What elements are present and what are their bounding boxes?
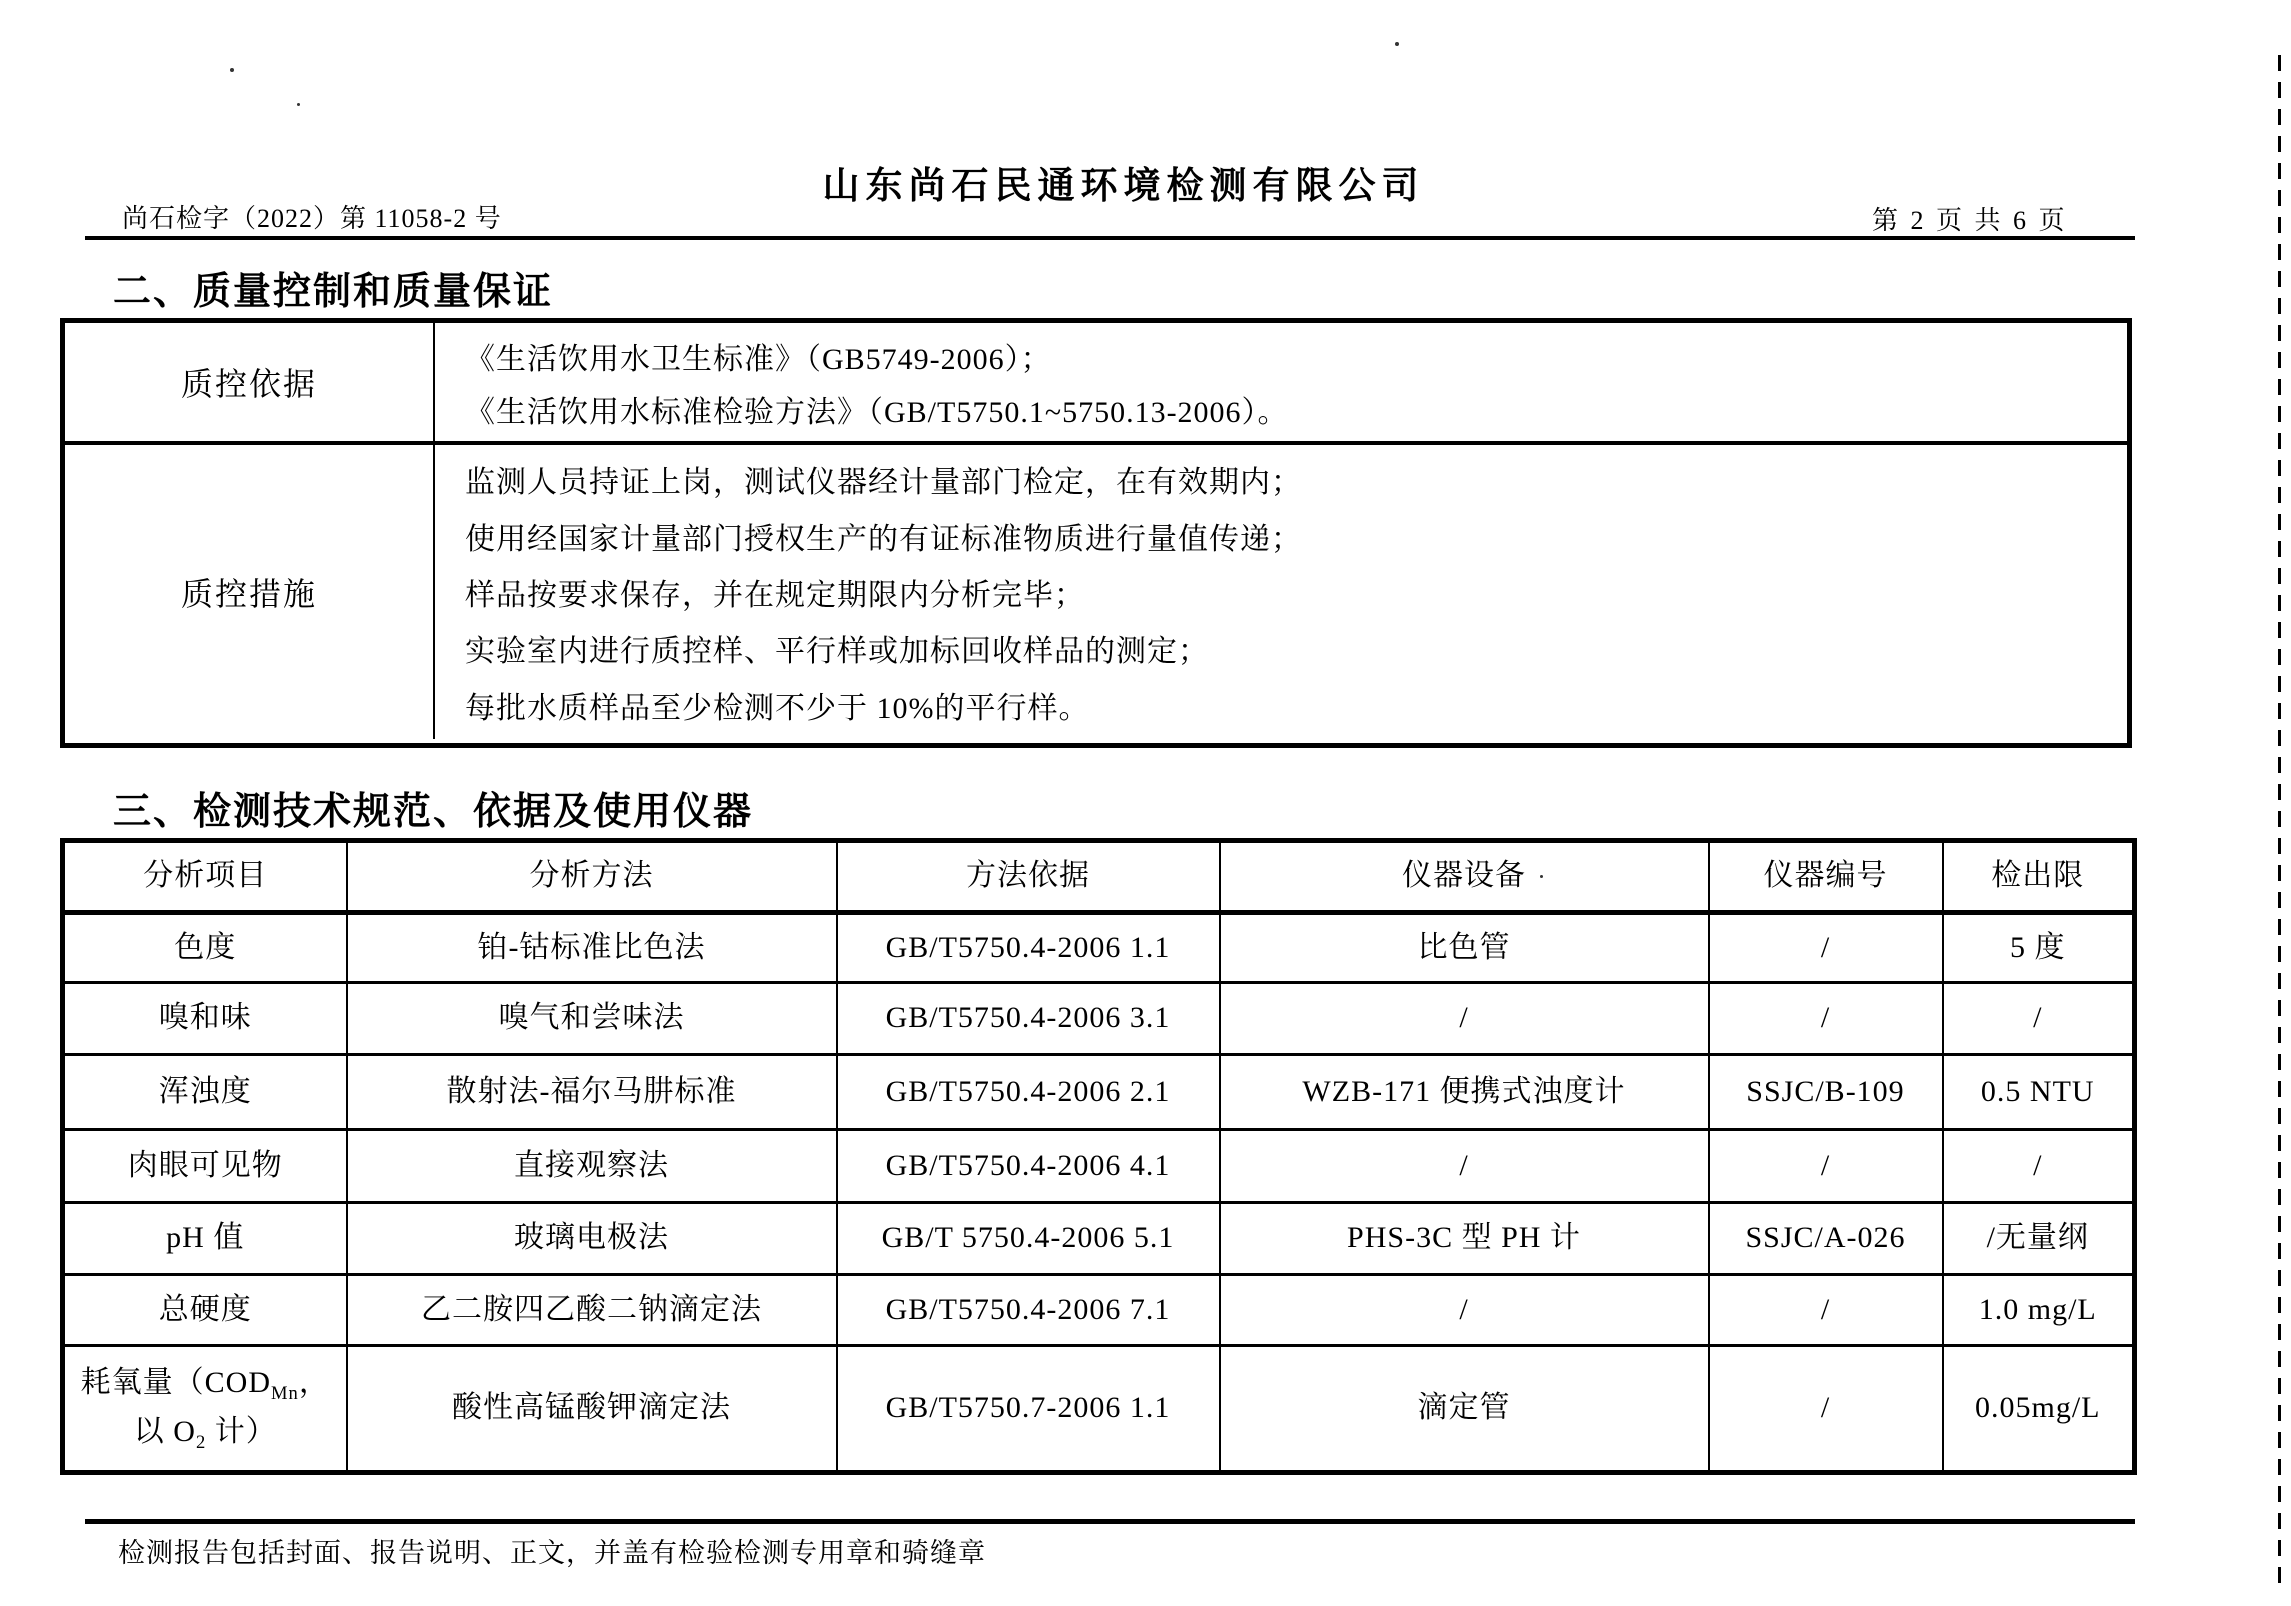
cod-label-line2-tail: 计） <box>206 1414 277 1448</box>
qc-line: 监测人员持证上岗，测试仪器经计量部门检定，在有效期内； <box>465 466 1302 500</box>
qc-row-label: 质控措施 <box>65 445 435 739</box>
methods-cell: 1.0 mg/L <box>1943 1275 2135 1346</box>
qc-row-content <box>435 445 2127 739</box>
methods-cell: SSJC/A-026 <box>1709 1203 1943 1275</box>
table-row <box>63 1130 2135 1203</box>
qc-line: 样品按要求保存，并在规定期限内分析完毕； <box>465 578 1085 612</box>
methods-cell: 玻璃电极法 <box>347 1203 837 1275</box>
qc-line: 《生活饮用水标准检验方法》（GB/T5750.1~5750.13-2006）。 <box>465 395 1289 429</box>
methods-cell: 乙二胺四乙酸二钠滴定法 <box>347 1275 837 1346</box>
methods-cell: GB/T5750.7-2006 1.1 <box>837 1346 1220 1473</box>
methods-cell: 肉眼可见物 <box>63 1130 347 1203</box>
section-3-title: 三、检测技术规范、依据及使用仪器 <box>113 791 754 833</box>
methods-header-cell: 仪器编号 <box>1709 841 1943 913</box>
methods-cell: / <box>1709 1275 1943 1346</box>
methods-cell: / <box>1943 983 2135 1055</box>
methods-cell: GB/T5750.4-2006 3.1 <box>837 983 1220 1055</box>
o2-subscript: 2 <box>195 1431 207 1453</box>
table-row <box>63 1055 2135 1130</box>
scan-speckle <box>297 103 300 106</box>
methods-cell: pH 值 <box>63 1203 347 1275</box>
methods-table <box>60 838 2137 1475</box>
methods-cell: 嗅和味 <box>63 983 347 1055</box>
methods-header-cell: 仪器设备 <box>1220 841 1709 913</box>
methods-cell: GB/T5750.4-2006 1.1 <box>837 913 1220 983</box>
qc-row-measures <box>65 445 2127 739</box>
methods-cell: 浑浊度 <box>63 1055 347 1130</box>
methods-cell: 嗅气和尝味法 <box>347 983 837 1055</box>
methods-cell: PHS-3C 型 PH 计 <box>1220 1203 1709 1275</box>
company-name: 山东尚石民通环境检测有限公司 <box>822 166 1425 207</box>
methods-header-cell: 分析项目 <box>63 841 347 913</box>
qc-table <box>60 318 2132 748</box>
methods-cell: / <box>1220 983 1709 1055</box>
methods-cell: 酸性高锰酸钾滴定法 <box>347 1346 837 1473</box>
methods-cell: / <box>1709 1346 1943 1473</box>
methods-cell: 色度 <box>63 913 347 983</box>
qc-row-basis <box>65 323 2127 445</box>
table-row <box>63 1346 2135 1473</box>
methods-cell: GB/T 5750.4-2006 5.1 <box>837 1203 1220 1275</box>
methods-cell: GB/T5750.4-2006 4.1 <box>837 1130 1220 1203</box>
methods-cell: / <box>1220 1130 1709 1203</box>
methods-cell: 铂-钴标准比色法 <box>347 913 837 983</box>
methods-cell: / <box>1220 1275 1709 1346</box>
methods-cell: 比色管 <box>1220 913 1709 983</box>
methods-cell: 直接观察法 <box>347 1130 837 1203</box>
methods-header-cell: 检出限 <box>1943 841 2135 913</box>
footer-rule <box>85 1519 2135 1524</box>
methods-cell: 总硬度 <box>63 1275 347 1346</box>
qc-line: 使用经国家计量部门授权生产的有证标准物质进行量值传递； <box>465 522 1302 556</box>
table-row <box>63 1203 2135 1275</box>
scan-speckle <box>1540 875 1543 878</box>
methods-cell: 5 度 <box>1943 913 2135 983</box>
cod-label-line1-tail: ， <box>298 1365 330 1399</box>
cod-label-line1: 耗氧量（COD <box>80 1365 271 1399</box>
methods-header-cell: 方法依据 <box>837 841 1220 913</box>
methods-cell: /无量纲 <box>1943 1203 2135 1275</box>
table-row <box>63 913 2135 983</box>
section-2-title: 二、质量控制和质量保证 <box>113 271 554 313</box>
cod-mn-subscript: Mn <box>271 1382 299 1404</box>
qc-line: 实验室内进行质控样、平行样或加标回收样品的测定； <box>465 635 1209 669</box>
qc-row-content <box>435 323 2127 441</box>
methods-cell: GB/T5750.4-2006 2.1 <box>837 1055 1220 1130</box>
footer-note: 检测报告包括封面、报告说明、正文，并盖有检验检测专用章和骑缝章 <box>118 1538 986 1568</box>
report-number: 尚石检字（2022）第 11058-2 号 <box>122 204 502 233</box>
methods-header-cell: 分析方法 <box>347 841 837 913</box>
methods-cell: 散射法-福尔马肼标准 <box>347 1055 837 1130</box>
page-indicator: 第 2 页 共 6 页 <box>1872 206 2068 235</box>
methods-cell: / <box>1709 913 1943 983</box>
methods-header-row <box>63 841 2135 913</box>
methods-cell: SSJC/B-109 <box>1709 1055 1943 1130</box>
table-row <box>63 1275 2135 1346</box>
qc-line: 《生活饮用水卫生标准》（GB5749-2006）； <box>465 342 1052 376</box>
qc-line: 每批水质样品至少检测不少于 10%的平行样。 <box>465 691 1090 725</box>
qc-row-label: 质控依据 <box>65 323 435 441</box>
methods-cell: WZB-171 便携式浊度计 <box>1220 1055 1709 1130</box>
methods-cell: 滴定管 <box>1220 1346 1709 1473</box>
methods-cell: 0.05mg/L <box>1943 1346 2135 1473</box>
table-row <box>63 983 2135 1055</box>
scan-speckle <box>1395 42 1399 46</box>
methods-cell: / <box>1943 1130 2135 1203</box>
scan-speckle <box>230 68 234 72</box>
scan-edge-artifact <box>2278 55 2281 1586</box>
methods-cell: / <box>1709 1130 1943 1203</box>
methods-cell: 0.5 NTU <box>1943 1055 2135 1130</box>
header-rule <box>85 236 2135 240</box>
methods-cell: / <box>1709 983 1943 1055</box>
analyte-cod-label <box>63 1346 347 1473</box>
cod-label-line2: 以 O <box>133 1414 196 1448</box>
methods-cell: GB/T5750.4-2006 7.1 <box>837 1275 1220 1346</box>
